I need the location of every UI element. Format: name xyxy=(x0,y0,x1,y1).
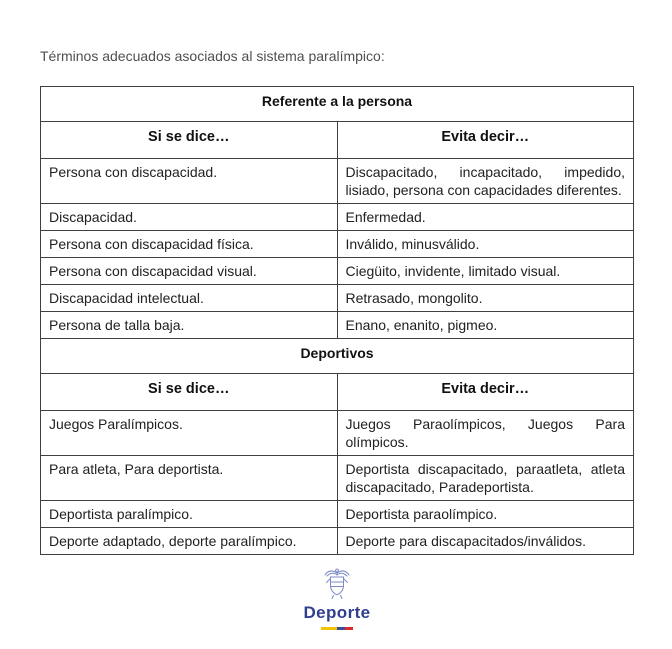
term-cell: Para atleta, Para deportista. xyxy=(41,456,338,501)
avoid-cell: Ciegüito, invidente, limitado visual. xyxy=(337,258,634,285)
table-row xyxy=(41,258,634,285)
avoid-cell: Retrasado, mongolito. xyxy=(337,285,634,312)
term-cell: Discapacidad. xyxy=(41,204,338,231)
logo-wordmark: Deporte xyxy=(303,603,371,622)
avoid-cell: Deporte para discapacitados/inválidos. xyxy=(337,528,634,555)
term-cell: Discapacidad intelectual. xyxy=(41,285,338,312)
term-cell: Deporte adaptado, deporte paralímpico. xyxy=(41,528,338,555)
avoid-cell: Discapacitado, incapacitado, impedido, lisiado, persona con capacidades diferentes. xyxy=(337,159,634,204)
flag-yellow-segment xyxy=(321,627,337,630)
avoid-cell: Inválido, minusválido. xyxy=(337,231,634,258)
terms-table xyxy=(40,86,634,555)
section-header-0: Referente a la persona xyxy=(41,87,634,122)
table-row xyxy=(41,411,634,456)
column-header-si-se-dice: Si se dice… xyxy=(41,374,338,411)
table-row xyxy=(41,87,634,122)
column-header-si-se-dice: Si se dice… xyxy=(41,122,338,159)
table-row xyxy=(41,285,634,312)
table-row xyxy=(41,528,634,555)
term-cell: Persona con discapacidad visual. xyxy=(41,258,338,285)
table-row xyxy=(41,501,634,528)
footer-logo xyxy=(40,567,634,630)
term-cell: Juegos Paralímpicos. xyxy=(41,411,338,456)
column-header-evita-decir: Evita decir… xyxy=(337,374,634,411)
colombia-coat-of-arms-icon xyxy=(322,567,352,601)
table-row xyxy=(41,159,634,204)
table-row xyxy=(41,456,634,501)
flag-bar-icon xyxy=(321,627,353,630)
table-row xyxy=(41,374,634,411)
avoid-cell: Deportista paraolímpico. xyxy=(337,501,634,528)
table-row xyxy=(41,122,634,159)
column-header-evita-decir: Evita decir… xyxy=(337,122,634,159)
term-cell: Persona con discapacidad física. xyxy=(41,231,338,258)
flag-blue-segment xyxy=(337,627,345,630)
table-row xyxy=(41,231,634,258)
avoid-cell: Deportista discapacitado, paraatleta, atleta discapacitado, Paradeportista. xyxy=(337,456,634,501)
table-row xyxy=(41,339,634,374)
avoid-cell: Enano, enanito, pigmeo. xyxy=(337,312,634,339)
term-cell: Deportista paralímpico. xyxy=(41,501,338,528)
avoid-cell: Enfermedad. xyxy=(337,204,634,231)
table-row xyxy=(41,204,634,231)
term-cell: Persona de talla baja. xyxy=(41,312,338,339)
page-title: Términos adecuados asociados al sistema paralímpico: xyxy=(40,48,385,64)
table-row xyxy=(41,312,634,339)
term-cell: Persona con discapacidad. xyxy=(41,159,338,204)
section-header-1: Deportivos xyxy=(41,339,634,374)
avoid-cell: Juegos Paraolímpicos, Juegos Para olímpicos. xyxy=(337,411,634,456)
flag-red-segment xyxy=(345,627,353,630)
